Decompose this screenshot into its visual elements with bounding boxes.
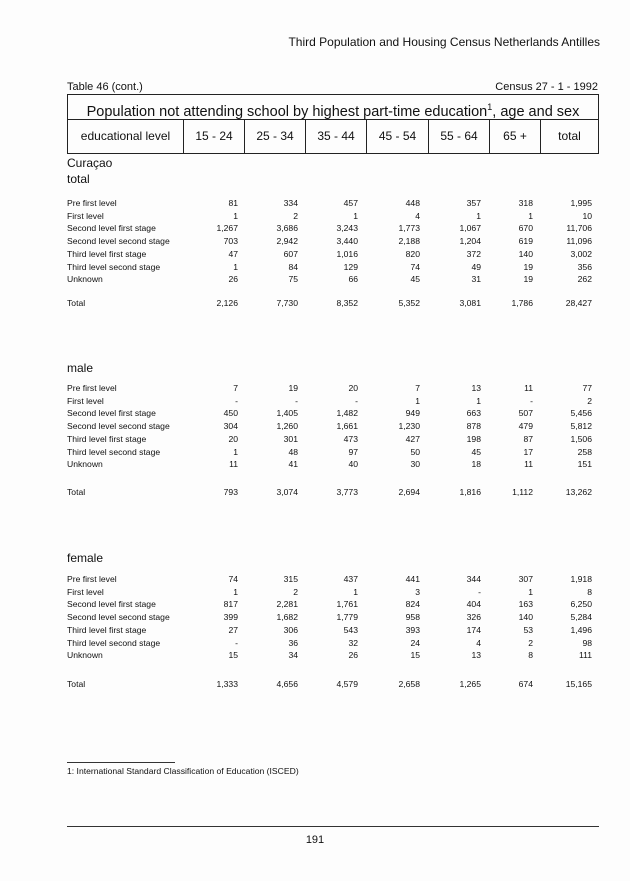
col-header-65-plus: 65 + [490, 119, 541, 154]
running-header: Third Population and Housing Census Netherlands Antilles [288, 35, 600, 49]
row-label: Third level second stage [67, 261, 161, 272]
table-row [67, 433, 597, 445]
col-header-15-24: 15 - 24 [184, 119, 245, 154]
cell-65: 318 [518, 198, 533, 208]
cell-65: 1,786 [511, 298, 533, 308]
row-label: Pre first level [67, 383, 117, 393]
cell-25-34: 3,686 [276, 223, 298, 234]
cell-65: 1 [528, 586, 533, 597]
cell-35-44: 129 [343, 261, 358, 272]
cell-45-54: 2,188 [398, 236, 420, 247]
cell-65: 619 [518, 236, 533, 247]
cell-total: 13,262 [565, 487, 592, 497]
cell-25-34: 19 [288, 383, 298, 393]
cell-15-24: 11 [229, 459, 238, 470]
cell-65: 87 [523, 433, 533, 444]
cell-55-64: 45 [471, 446, 481, 457]
cell-total: 6,250 [570, 599, 592, 610]
cell-total: 262 [577, 274, 592, 285]
cell-55-64: 357 [466, 198, 481, 208]
cell-15-24: 20 [228, 433, 238, 444]
cell-25-34: 41 [288, 459, 298, 470]
row-label: Second level second stage [67, 612, 170, 623]
cell-15-24: 27 [228, 624, 238, 635]
table-row [67, 248, 597, 260]
cell-35-44: 1,016 [336, 248, 358, 259]
cell-55-64: 4 [476, 637, 481, 648]
cell-total: 77 [582, 383, 592, 393]
cell-55-64: 198 [466, 433, 481, 444]
cell-65: 2 [528, 637, 533, 648]
table-row [67, 197, 597, 209]
cell-45-54: 74 [410, 261, 420, 272]
cell-45-54: 7 [415, 383, 420, 393]
row-label: Total [67, 487, 86, 497]
total-row [67, 678, 597, 690]
cell-35-44: 1 [353, 586, 358, 597]
footnote: 1: International Standard Classification of Education (ISCED) [67, 766, 299, 776]
cell-25-34: 36 [288, 637, 298, 648]
cell-55-64: 1 [476, 395, 481, 406]
cell-45-54: 4 [415, 210, 420, 221]
cell-55-64: 1,067 [459, 223, 481, 234]
cell-35-44: 8,352 [336, 298, 358, 308]
total-row [67, 486, 597, 498]
cell-total: 151 [577, 459, 592, 470]
cell-total: 8 [587, 586, 592, 597]
table-row [67, 407, 597, 419]
cell-45-54: 393 [405, 624, 420, 635]
cell-55-64: 326 [466, 612, 481, 623]
table-row [67, 420, 597, 432]
cell-45-54: 820 [405, 248, 420, 259]
cell-55-64: 1,265 [459, 679, 481, 689]
cell-45-54: 45 [410, 274, 420, 285]
cell-25-34: 7,730 [276, 298, 298, 308]
row-label: Third level first stage [67, 624, 147, 635]
cell-25-34: 84 [288, 261, 298, 272]
cell-total: 5,456 [570, 408, 592, 419]
cell-45-54: 949 [405, 408, 420, 419]
table-row [67, 624, 597, 636]
cell-total: 111 [578, 650, 592, 661]
cell-45-54: 2,694 [398, 487, 420, 497]
cell-15-24: 817 [223, 599, 238, 610]
cell-45-54: 441 [405, 574, 420, 584]
cell-45-54: 824 [405, 599, 420, 610]
section-label: total [67, 172, 90, 186]
table-header-box [67, 94, 599, 154]
cell-65: 1 [528, 210, 533, 221]
cell-total: 1,918 [570, 574, 592, 584]
cell-total: 11,096 [566, 236, 592, 247]
cell-45-54: 958 [405, 612, 420, 623]
cell-total: 11,706 [566, 223, 592, 234]
cell-15-24: 1,333 [216, 679, 238, 689]
cell-35-44: 1,779 [336, 612, 358, 623]
cell-25-34: 1,682 [276, 612, 298, 623]
cell-15-24: 2,126 [216, 298, 238, 308]
cell-55-64: 18 [471, 459, 481, 470]
cell-35-44: 20 [348, 383, 358, 393]
cell-35-44: - [355, 395, 358, 406]
col-header-35-44: 35 - 44 [306, 119, 367, 154]
cell-55-64: - [478, 586, 481, 597]
row-label: Third level second stage [67, 637, 161, 648]
cell-25-34: 334 [283, 198, 298, 208]
row-label: Third level first stage [67, 433, 147, 444]
table-row [67, 261, 597, 273]
cell-65: 53 [523, 624, 533, 635]
row-label: Second level first stage [67, 223, 156, 234]
cell-25-34: 48 [288, 446, 298, 457]
col-header-total: total [558, 129, 581, 143]
table-row [67, 573, 597, 585]
cell-15-24: 703 [223, 236, 238, 247]
table-row [67, 611, 597, 623]
row-label: First level [67, 210, 104, 221]
cell-65: 11 [524, 383, 533, 393]
cell-25-34: 315 [283, 574, 298, 584]
census-date: Census 27 - 1 - 1992 [495, 81, 598, 93]
table-row [67, 222, 597, 234]
cell-25-34: 2 [293, 210, 298, 221]
page-number: 191 [305, 834, 325, 846]
cell-35-44: 1,482 [336, 408, 358, 419]
cell-15-24: 1 [233, 261, 238, 272]
cell-65: 140 [518, 612, 533, 623]
cell-total: 1,995 [570, 198, 592, 208]
cell-total: 28,427 [565, 298, 592, 308]
cell-55-64: 31 [471, 274, 481, 285]
row-label: Third level second stage [67, 446, 161, 457]
cell-total: 15,165 [565, 679, 592, 689]
cell-55-64: 878 [466, 421, 481, 432]
cell-45-54: 5,352 [398, 298, 420, 308]
cell-65: 479 [518, 421, 533, 432]
cell-55-64: 372 [466, 248, 481, 259]
cell-55-64: 663 [466, 408, 481, 419]
cell-35-44: 1,761 [336, 599, 358, 610]
col-header-25-34: 25 - 34 [245, 119, 306, 154]
row-label: Pre first level [67, 574, 117, 584]
cell-35-44: 40 [348, 459, 358, 470]
cell-total: 5,284 [570, 612, 592, 623]
cell-45-54: 2,658 [398, 679, 420, 689]
cell-15-24: 74 [228, 574, 238, 584]
cell-45-54: 15 [410, 650, 420, 661]
cell-25-34: 301 [283, 433, 298, 444]
cell-65: 307 [518, 574, 533, 584]
cell-35-44: 473 [343, 433, 358, 444]
cell-25-34: 2,942 [276, 236, 298, 247]
cell-55-64: 13 [471, 383, 481, 393]
cell-65: 670 [518, 223, 533, 234]
table-row [67, 395, 597, 407]
table-row [67, 586, 597, 598]
cell-45-54: 30 [410, 459, 420, 470]
cell-65: - [530, 395, 533, 406]
cell-45-54: 448 [405, 198, 420, 208]
cell-25-34: 2 [293, 586, 298, 597]
footnote-ref: 1 [487, 102, 493, 112]
cell-25-34: - [295, 395, 298, 406]
cell-35-44: 26 [348, 650, 358, 661]
cell-25-34: 2,281 [276, 599, 298, 610]
table-row [67, 446, 597, 458]
cell-55-64: 13 [471, 650, 481, 661]
cell-55-64: 1,816 [459, 487, 481, 497]
cell-35-44: 66 [348, 274, 358, 285]
title-suffix: , age and sex [492, 103, 580, 120]
area-label: Curaçao [67, 156, 113, 170]
cell-55-64: 49 [471, 261, 481, 272]
col-header-55-64: 55 - 64 [429, 119, 490, 154]
row-label: Second level first stage [67, 599, 156, 610]
cell-65: 17 [523, 446, 533, 457]
cell-15-24: 304 [223, 421, 238, 432]
cell-55-64: 404 [466, 599, 481, 610]
cell-35-44: 3,243 [336, 223, 358, 234]
row-label: Unknown [67, 650, 103, 661]
cell-15-24: 1 [233, 586, 238, 597]
cell-45-54: 1,773 [398, 223, 420, 234]
cell-total: 2 [587, 395, 592, 406]
row-label: Second level second stage [67, 421, 170, 432]
cell-35-44: 32 [348, 637, 358, 648]
cell-total: 5,812 [570, 421, 592, 432]
cell-15-24: 399 [223, 612, 238, 623]
cell-65: 11 [524, 459, 533, 470]
cell-35-44: 3,773 [336, 487, 358, 497]
cell-35-44: 1 [353, 210, 358, 221]
cell-25-34: 1,260 [276, 421, 298, 432]
cell-65: 140 [518, 248, 533, 259]
cell-45-54: 3 [415, 586, 420, 597]
table-label: Table 46 (cont.) [67, 81, 143, 93]
total-row [67, 297, 597, 309]
cell-45-54: 1,230 [398, 421, 420, 432]
row-label: Total [67, 298, 86, 308]
section-label: female [67, 551, 104, 565]
cell-35-44: 3,440 [336, 236, 358, 247]
cell-25-34: 1,405 [276, 408, 298, 419]
cell-total: 356 [577, 261, 592, 272]
cell-65: 1,112 [512, 487, 533, 497]
row-label: Unknown [67, 459, 103, 470]
row-label: Unknown [67, 274, 103, 285]
cell-15-24: 1 [233, 446, 238, 457]
cell-35-44: 4,579 [336, 679, 358, 689]
row-label: First level [67, 586, 104, 597]
table-row [67, 649, 597, 661]
cell-25-34: 4,656 [276, 679, 298, 689]
cell-65: 19 [523, 261, 533, 272]
cell-45-54: 427 [405, 433, 420, 444]
cell-35-44: 1,661 [336, 421, 358, 432]
table-row [67, 382, 597, 394]
cell-55-64: 1,204 [459, 236, 481, 247]
cell-65: 507 [518, 408, 533, 419]
row-label: Second level first stage [67, 408, 156, 419]
row-label: Third level first stage [67, 248, 147, 259]
row-label: First level [67, 395, 104, 406]
cell-15-24: - [235, 637, 238, 648]
row-label: Total [67, 679, 86, 689]
cell-15-24: 15 [228, 650, 238, 661]
title-text: Population not attending school by highest part-time education [86, 103, 488, 120]
cell-15-24: 450 [223, 408, 238, 419]
bottom-rule [67, 826, 599, 827]
cell-total: 258 [577, 446, 592, 457]
table-row [67, 458, 597, 470]
row-label: Pre first level [67, 198, 117, 208]
cell-55-64: 344 [466, 574, 481, 584]
table-row [67, 598, 597, 610]
cell-35-44: 97 [348, 446, 358, 457]
cell-15-24: 47 [228, 248, 238, 259]
table-row [67, 273, 597, 285]
cell-total: 1,496 [570, 624, 592, 635]
cell-25-34: 607 [283, 248, 298, 259]
cell-25-34: 3,074 [276, 487, 298, 497]
cell-15-24: 26 [228, 274, 238, 285]
cell-25-34: 34 [288, 650, 298, 661]
cell-15-24: 7 [233, 383, 238, 393]
cell-55-64: 174 [466, 624, 481, 635]
cell-45-54: 50 [410, 446, 420, 457]
cell-25-34: 75 [288, 274, 298, 285]
cell-45-54: 24 [410, 637, 420, 648]
cell-65: 163 [518, 599, 533, 610]
cell-55-64: 3,081 [459, 298, 481, 308]
cell-total: 3,002 [570, 248, 592, 259]
section-label: male [67, 361, 94, 375]
cell-35-44: 457 [343, 198, 358, 208]
cell-65: 8 [528, 650, 533, 661]
cell-15-24: 1 [233, 210, 238, 221]
cell-55-64: 1 [476, 210, 481, 221]
col-header-45-54: 45 - 54 [367, 119, 429, 154]
cell-65: 19 [523, 274, 533, 285]
col-header-level: educational level [68, 119, 184, 154]
table-title [68, 95, 598, 120]
cell-15-24: 793 [223, 487, 238, 497]
row-label: Second level second stage [67, 236, 170, 247]
cell-35-44: 437 [343, 574, 358, 584]
cell-total: 10 [582, 210, 592, 221]
table-row [67, 235, 597, 247]
footnote-divider [67, 762, 175, 763]
table-row [67, 637, 597, 649]
cell-total: 1,506 [570, 433, 592, 444]
cell-45-54: 1 [415, 395, 420, 406]
cell-total: 98 [582, 637, 592, 648]
cell-15-24: - [235, 395, 238, 406]
cell-25-34: 306 [283, 624, 298, 635]
cell-65: 674 [518, 679, 533, 689]
cell-15-24: 81 [228, 198, 238, 208]
cell-35-44: 543 [343, 624, 358, 635]
cell-15-24: 1,267 [216, 223, 238, 234]
table-row [67, 210, 597, 222]
